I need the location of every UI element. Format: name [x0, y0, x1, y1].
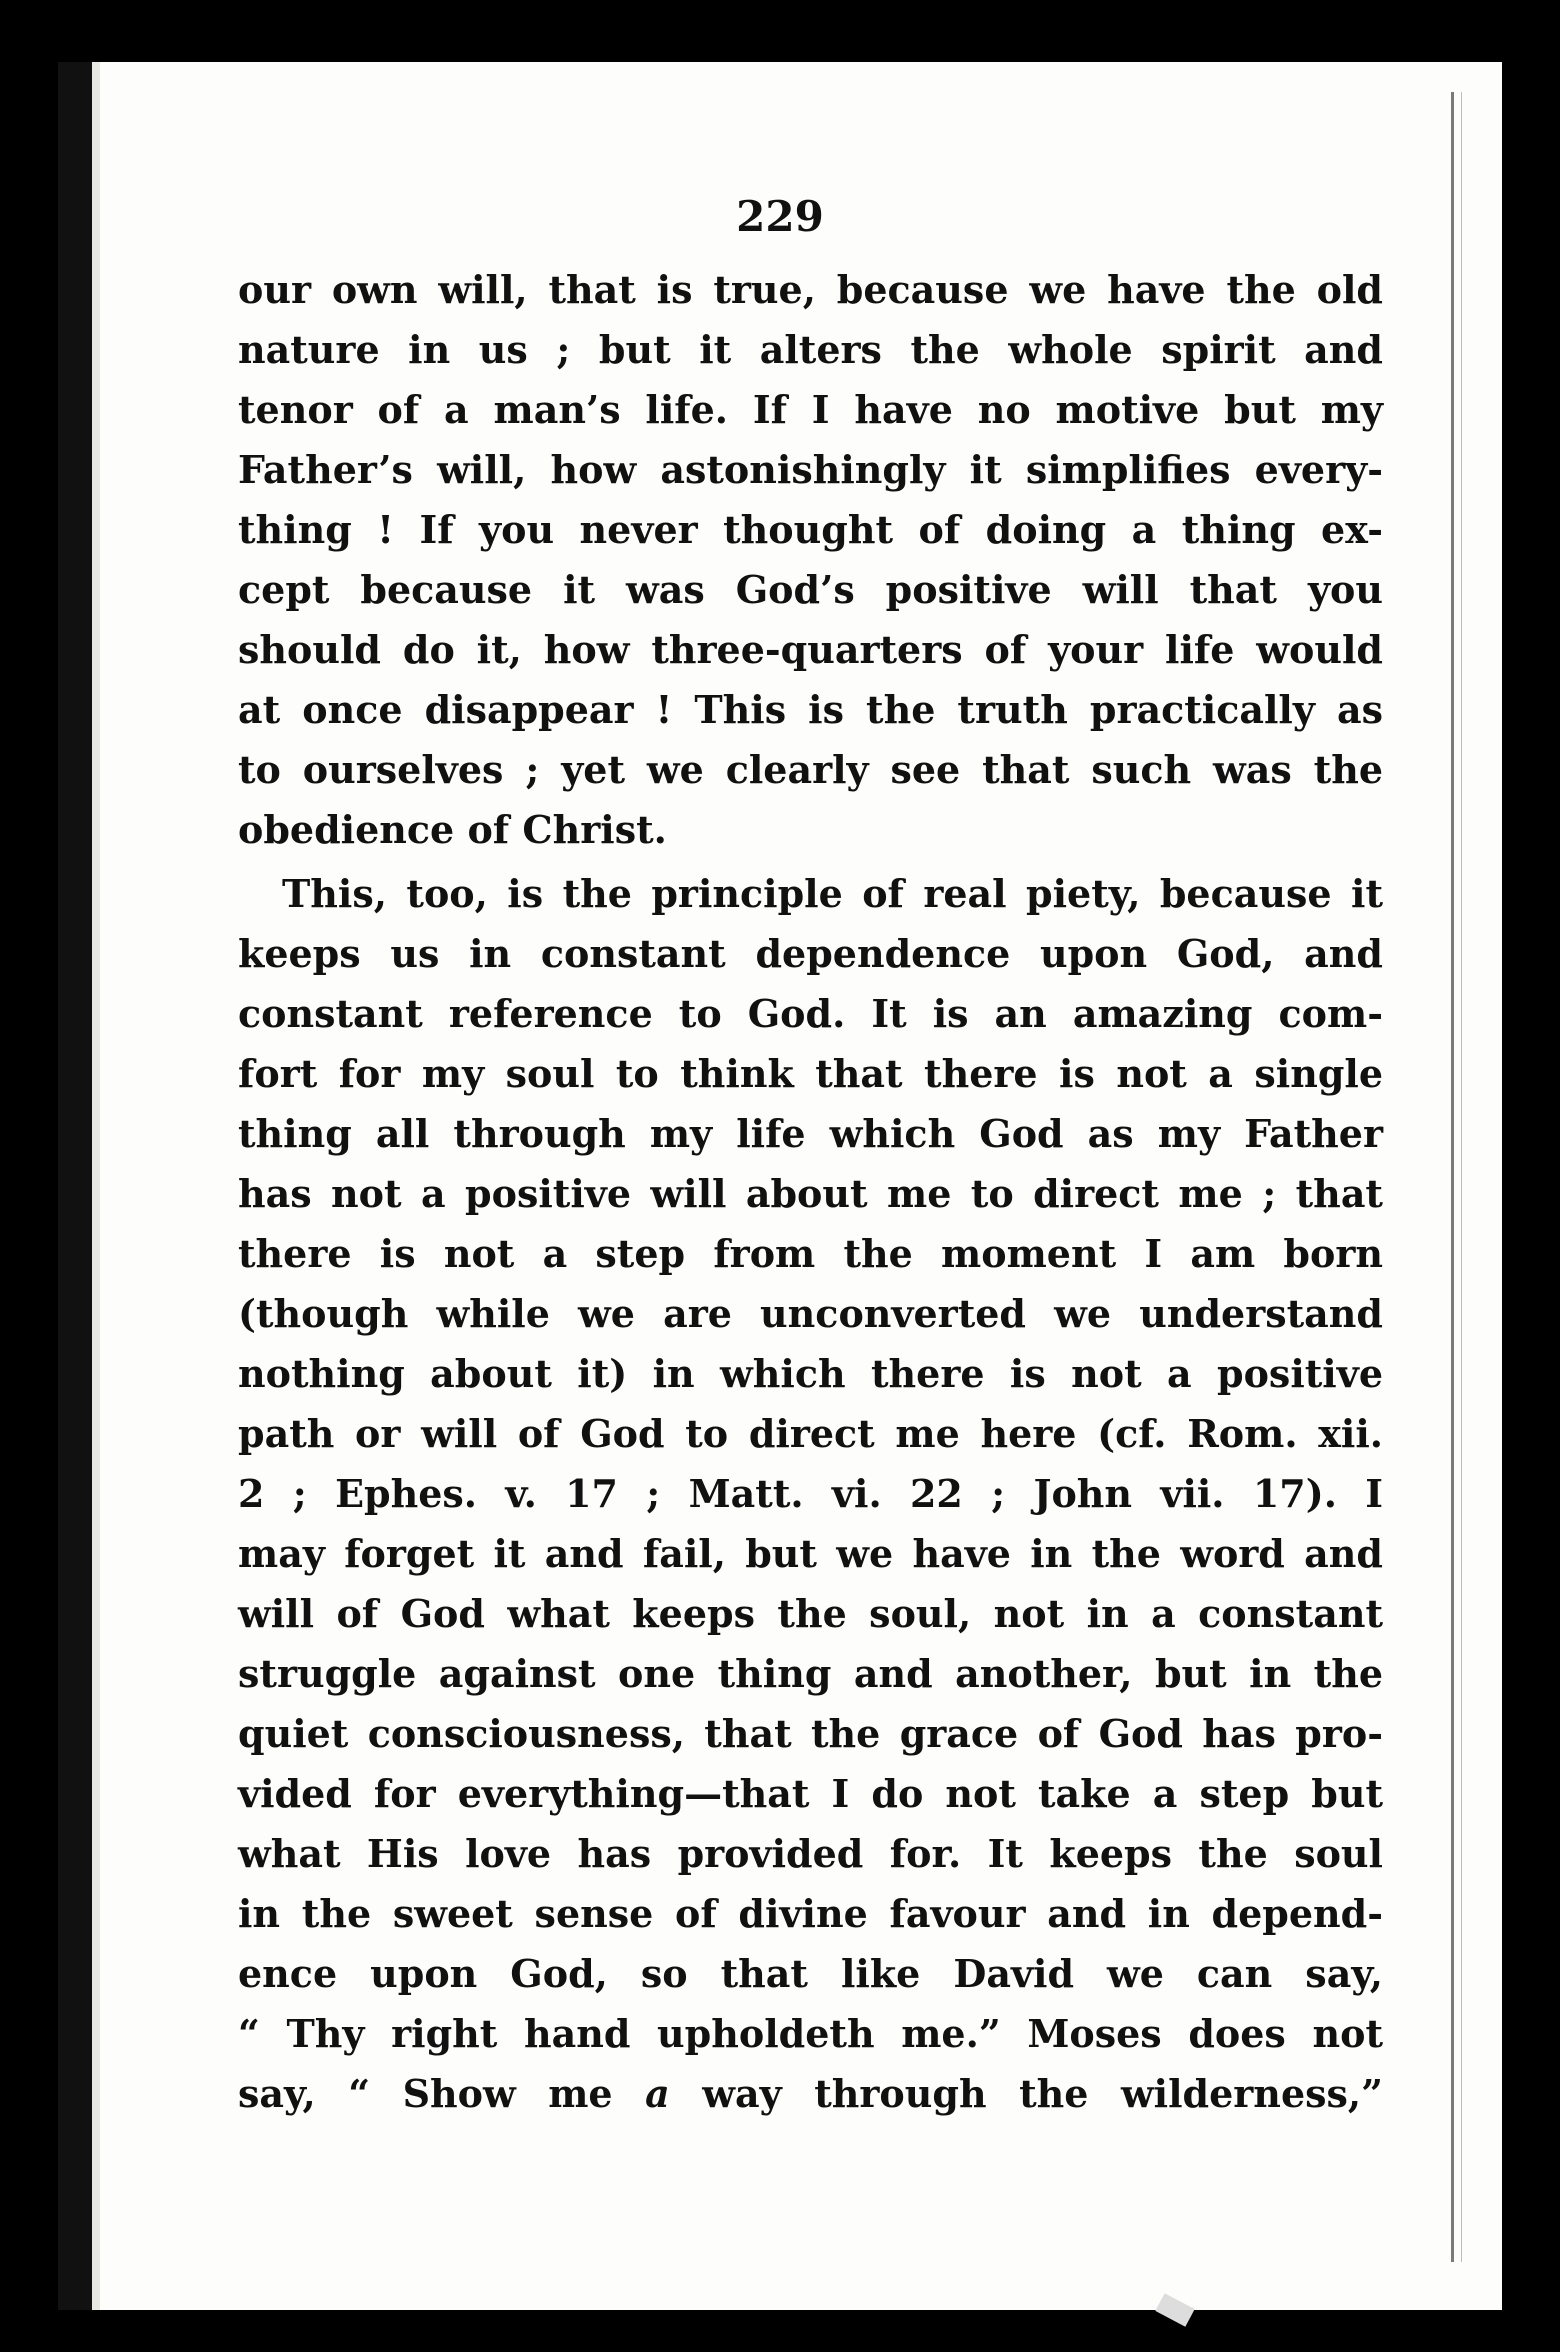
text-line: struggle against one thing and another, but in the — [238, 1651, 1383, 1696]
binding-gap — [92, 62, 100, 2310]
text-line: (though while we are unconverted we understand — [238, 1291, 1383, 1336]
text-line: thing ! If you never thought of doing a thing ex- — [238, 507, 1383, 552]
text-line: at once disappear ! This is the truth practically as — [238, 687, 1383, 732]
text-line: has not a positive will about me to direct me ; that — [238, 1171, 1383, 1216]
text-line: constant reference to God. It is an amazing com- — [238, 991, 1383, 1036]
emphasis: a — [645, 2071, 670, 2116]
binding-edge — [58, 62, 92, 2310]
text-line: “ Thy right hand upholdeth me.” Moses does not — [238, 2011, 1383, 2056]
text-line: vided for everything—that I do not take a step but — [238, 1771, 1383, 1816]
text-line: ence upon God, so that like David we can say, — [238, 1951, 1383, 1996]
text-line: 2 ; Ephes. v. 17 ; Matt. vi. 22 ; John vii. 17). I — [238, 1471, 1383, 1516]
text-line: cept because it was God’s positive will that you — [238, 567, 1383, 612]
text-line: in the sweet sense of divine favour and in depend- — [238, 1891, 1383, 1936]
page-edge-rule-thin — [1461, 92, 1462, 2262]
text-line: tenor of a man’s life. If I have no motive but my — [238, 387, 1383, 432]
text-line: nothing about it) in which there is not a positive — [238, 1351, 1383, 1396]
text-line: path or will of God to direct me here (cf. Rom. xii. — [238, 1411, 1383, 1456]
text-line: our own will, that is true, because we have the old — [238, 267, 1383, 312]
text-line: to ourselves ; yet we clearly see that such was the — [238, 747, 1383, 792]
text-line: what His love has provided for. It keeps the soul — [238, 1831, 1383, 1876]
body-text — [238, 260, 1383, 2124]
page-edge-rule — [1451, 92, 1454, 2262]
text-line: Father’s will, how astonishingly it simplifies every- — [238, 447, 1383, 492]
text-line: fort for my soul to think that there is not a single — [238, 1051, 1383, 1096]
text-line: nature in us ; but it alters the whole spirit and — [238, 327, 1383, 372]
text-line: will of God what keeps the soul, not in a constant — [238, 1591, 1383, 1636]
text-line: should do it, how three-quarters of your life would — [238, 627, 1383, 672]
text-line: keeps us in constant dependence upon God, and — [238, 931, 1383, 976]
text-line: may forget it and fail, but we have in the word and — [238, 1531, 1383, 1576]
text-line: obedience of Christ. — [238, 807, 667, 852]
page-number: 229 — [736, 192, 824, 241]
text-line: thing all through my life which God as my Father — [238, 1111, 1383, 1156]
text-line: quiet consciousness, that the grace of God has pro- — [238, 1711, 1383, 1756]
book-page — [58, 62, 1502, 2310]
text-line: say, “ Show me a way through the wilderness,” — [238, 2071, 1383, 2116]
text-line: there is not a step from the moment I am born — [238, 1231, 1383, 1276]
text-line: This, too, is the principle of real piety, because it — [282, 871, 1383, 916]
